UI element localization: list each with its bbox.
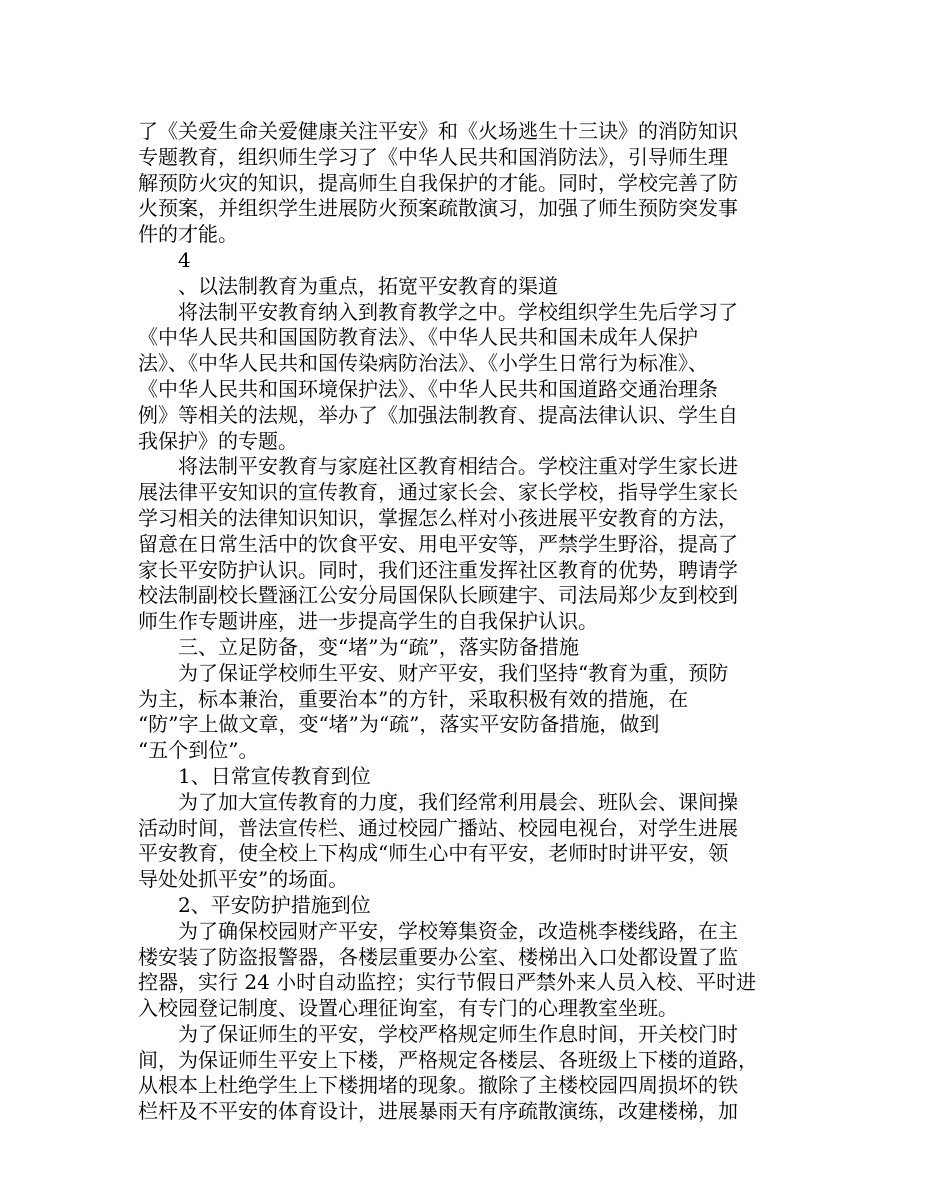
text-line: 为了保证师生的平安，学校严格规定师生作息时间，开关校门时 bbox=[178, 1021, 738, 1046]
text-line: 将法制平安教育纳入到教育教学之中。学校组织学生先后学习了 bbox=[178, 299, 738, 324]
text-line: 平安教育，使全校上下构成“师生心中有平安，老师时时讲平安，领 bbox=[138, 841, 729, 866]
text-line: 师生作专题讲座，进一步提高学生的自我保护认识。 bbox=[138, 609, 598, 634]
document-body bbox=[138, 119, 818, 1125]
text-line: 1、日常宣传教育到位 bbox=[178, 763, 371, 788]
text-line: 从根本上杜绝学生上下楼拥堵的现象。撤除了主楼校园四周损坏的铁 bbox=[138, 1073, 738, 1098]
text-line: 了《关爱生命关爱健康关注平安》和《火场逃生十三诀》的消防知识 bbox=[138, 119, 738, 143]
text-line: 间，为保证师生平安上下楼，严格规定各楼层、各班级上下楼的道路， bbox=[138, 1047, 758, 1072]
text-line: 2、平安防护措施到位 bbox=[178, 892, 371, 917]
text-line: “五个到位”。 bbox=[138, 738, 259, 763]
text-line: 我保护》的专题。 bbox=[138, 428, 298, 453]
text-line: 、以法制教育为重点，拓宽平安教育的渠道 bbox=[178, 273, 558, 298]
text-line: 将法制平安教育与家庭社区教育相结合。学校注重对学生家长进 bbox=[178, 454, 738, 479]
text-line: 为了确保校园财产平安，学校筹集资金，改造桃李楼线路，在主 bbox=[178, 918, 738, 943]
text-line: 解预防火灾的知识，提高师生自我保护的才能。同时，学校完善了防 bbox=[138, 170, 738, 195]
text-line: 法》、《中华人民共和国传染病防治法》、《小学生日常行为标准》、 bbox=[138, 351, 708, 376]
text-line: 《中华人民共和国环境保护法》、《中华人民共和国道路交通治理条 bbox=[138, 376, 718, 401]
text-line: 件的才能。 bbox=[138, 222, 238, 247]
text-line: “防”字上做文章，变“堵”为“疏”，落实平安防备措施，做到 bbox=[138, 712, 660, 737]
text-line: 活动时间，普法宣传栏、通过校园广播站、校园电视台，对学生进展 bbox=[138, 815, 738, 840]
text-line: 栏杆及不平安的体育设计，进展暴雨天有序疏散演练，改建楼梯，加 bbox=[138, 1099, 738, 1124]
text-line: 为了保证学校师生平安、财产平安，我们坚持“教育为重，预防 bbox=[178, 660, 729, 685]
text-line: 为了加大宣传教育的力度，我们经常利用晨会、班队会、课间操 bbox=[178, 789, 738, 814]
text-line: 4 bbox=[178, 247, 191, 272]
text-line: 专题教育，组织师生学习了《中华人民共和国消防法》，引导师生理 bbox=[138, 144, 728, 169]
text-line: 例》等相关的法规，举办了《加强法制教育、提高法律认识、学生自 bbox=[138, 402, 738, 427]
text-line: 校法制副校长暨涵江公安分局国保队长顾建宇、司法局郑少友到校到 bbox=[138, 583, 738, 608]
text-line: 控器，实行 24 小时自动监控；实行节假日严禁外来人员入校、平时进 bbox=[138, 970, 757, 995]
text-line: 学习相关的法律知识知识，掌握怎么样对小孩进展平安教育的方法， bbox=[138, 505, 738, 530]
text-line: 《中华人民共和国国防教育法》、《中华人民共和国未成年人保护 bbox=[138, 325, 698, 350]
text-line: 为主，标本兼治，重要治本”的方针，采取积极有效的措施，在 bbox=[138, 686, 689, 711]
text-line: 导处处抓平安”的场面。 bbox=[138, 867, 349, 892]
text-line: 入校园登记制度、设置心理征询室，有专门的心理教室坐班。 bbox=[138, 996, 678, 1021]
text-line: 展法律平安知识的宣传教育，通过家长会、家长学校，指导学生家长 bbox=[138, 480, 738, 505]
text-line: 楼安装了防盗报警器，各楼层重要办公室、楼梯出入口处都设置了监 bbox=[138, 944, 738, 969]
text-line: 三、立足防备，变“堵”为“疏”，落实防备措施 bbox=[178, 634, 579, 659]
text-line: 火预案，并组织学生进展防火预案疏散演习，加强了师生预防突发事 bbox=[138, 196, 738, 221]
text-line: 家长平安防护认识。同时，我们还注重发挥社区教育的优势，聘请学 bbox=[138, 557, 738, 582]
text-line: 留意在日常生活中的饮食平安、用电平安等，严禁学生野浴，提高了 bbox=[138, 531, 738, 556]
